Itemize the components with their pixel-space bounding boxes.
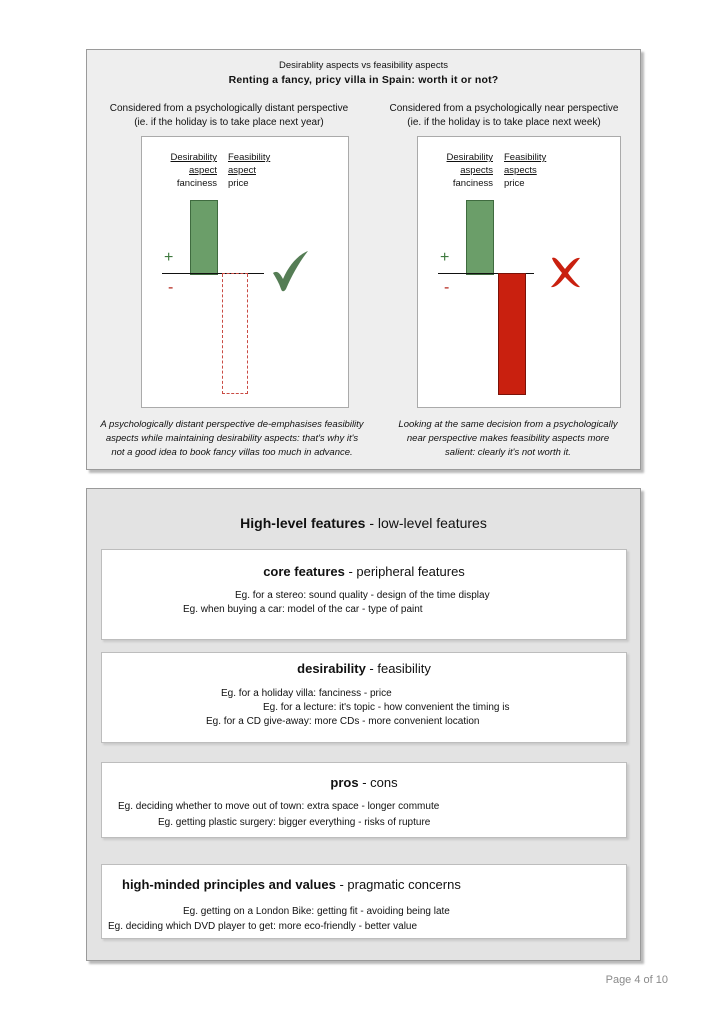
desirability-bar [466, 200, 494, 275]
desirability-column-label: Desirability aspect fanciness [170, 152, 217, 189]
slide2-heading: High-level features - low-level features [240, 515, 487, 531]
example-line: Eg. for a holiday villa: fanciness - price [221, 688, 392, 699]
example-line: Eg. getting on a London Bike: getting fit - avoiding being late [183, 906, 450, 917]
minus-sign: - [168, 279, 174, 296]
box-heading: pros - cons [330, 775, 398, 790]
near-perspective-caption: Looking at the same decision from a psychologically near perspective makes feasibility aspects more salient: clearly it's not worth it. [398, 419, 618, 458]
zero-baseline [162, 273, 264, 274]
plus-sign: + [440, 249, 450, 266]
feasibility-column-label: Feasibility aspects price [504, 152, 547, 189]
distant-perspective-caption: A psychologically distant perspective de-emphasises feasibility aspects while maintaining desirability aspects: that's why it's not a good idea to book fancy villas too much in advance. [100, 419, 364, 458]
example-line: Eg. for a lecture: it's topic - how convenient the timing is [263, 702, 510, 713]
box-heading: high-minded principles and values - pragmatic concerns [122, 877, 461, 892]
example-line: Eg. deciding whether to move out of town: extra space - longer commute [118, 801, 440, 812]
example-line: Eg. getting plastic surgery: bigger everything - risks of rupture [158, 817, 431, 828]
feasibility-bar-outline [222, 274, 248, 394]
slide1-title: Desirablity aspects vs feasibility aspects [279, 60, 448, 71]
feasibility-bar [498, 273, 526, 395]
desirability-column-label: Desirability aspects fanciness [446, 152, 493, 189]
plus-sign: + [164, 249, 174, 266]
desirability-box [101, 652, 627, 743]
near-perspective-panel [417, 136, 621, 408]
slide1-subtitle: Renting a fancy, pricy villa in Spain: worth it or not? [228, 74, 499, 86]
box-heading: desirability - feasibility [297, 661, 431, 676]
near-perspective-heading: Considered from a psychologically near perspective (ie. if the holiday is to take place next week) [389, 103, 619, 128]
feasibility-bar-top [222, 273, 248, 274]
example-line: Eg. deciding which DVD player to get: more eco-friendly - better value [108, 921, 418, 932]
page-number: Page 4 of 10 [605, 974, 668, 986]
feasibility-column-label: Feasibility aspect price [228, 152, 271, 189]
principles-box [101, 864, 627, 939]
pros-cons-box [101, 762, 627, 838]
minus-sign: - [444, 279, 450, 296]
desirability-bar [190, 200, 218, 275]
box-heading: core features - peripheral features [263, 564, 465, 579]
slide-high-level-vs-low-level [86, 488, 641, 961]
example-line: Eg. for a CD give-away: more CDs - more convenient location [206, 716, 480, 727]
slide-desirability-vs-feasibility [86, 49, 641, 470]
core-features-box [101, 549, 627, 640]
example-line: Eg. for a stereo: sound quality - design of the time display [235, 590, 490, 601]
distant-perspective-heading: Considered from a psychologically distant perspective (ie. if the holiday is to take place next year) [109, 103, 349, 128]
cross-icon [547, 254, 583, 290]
example-line: Eg. when buying a car: model of the car - type of paint [183, 604, 423, 615]
distant-perspective-panel [141, 136, 349, 408]
checkmark-icon [270, 249, 310, 293]
